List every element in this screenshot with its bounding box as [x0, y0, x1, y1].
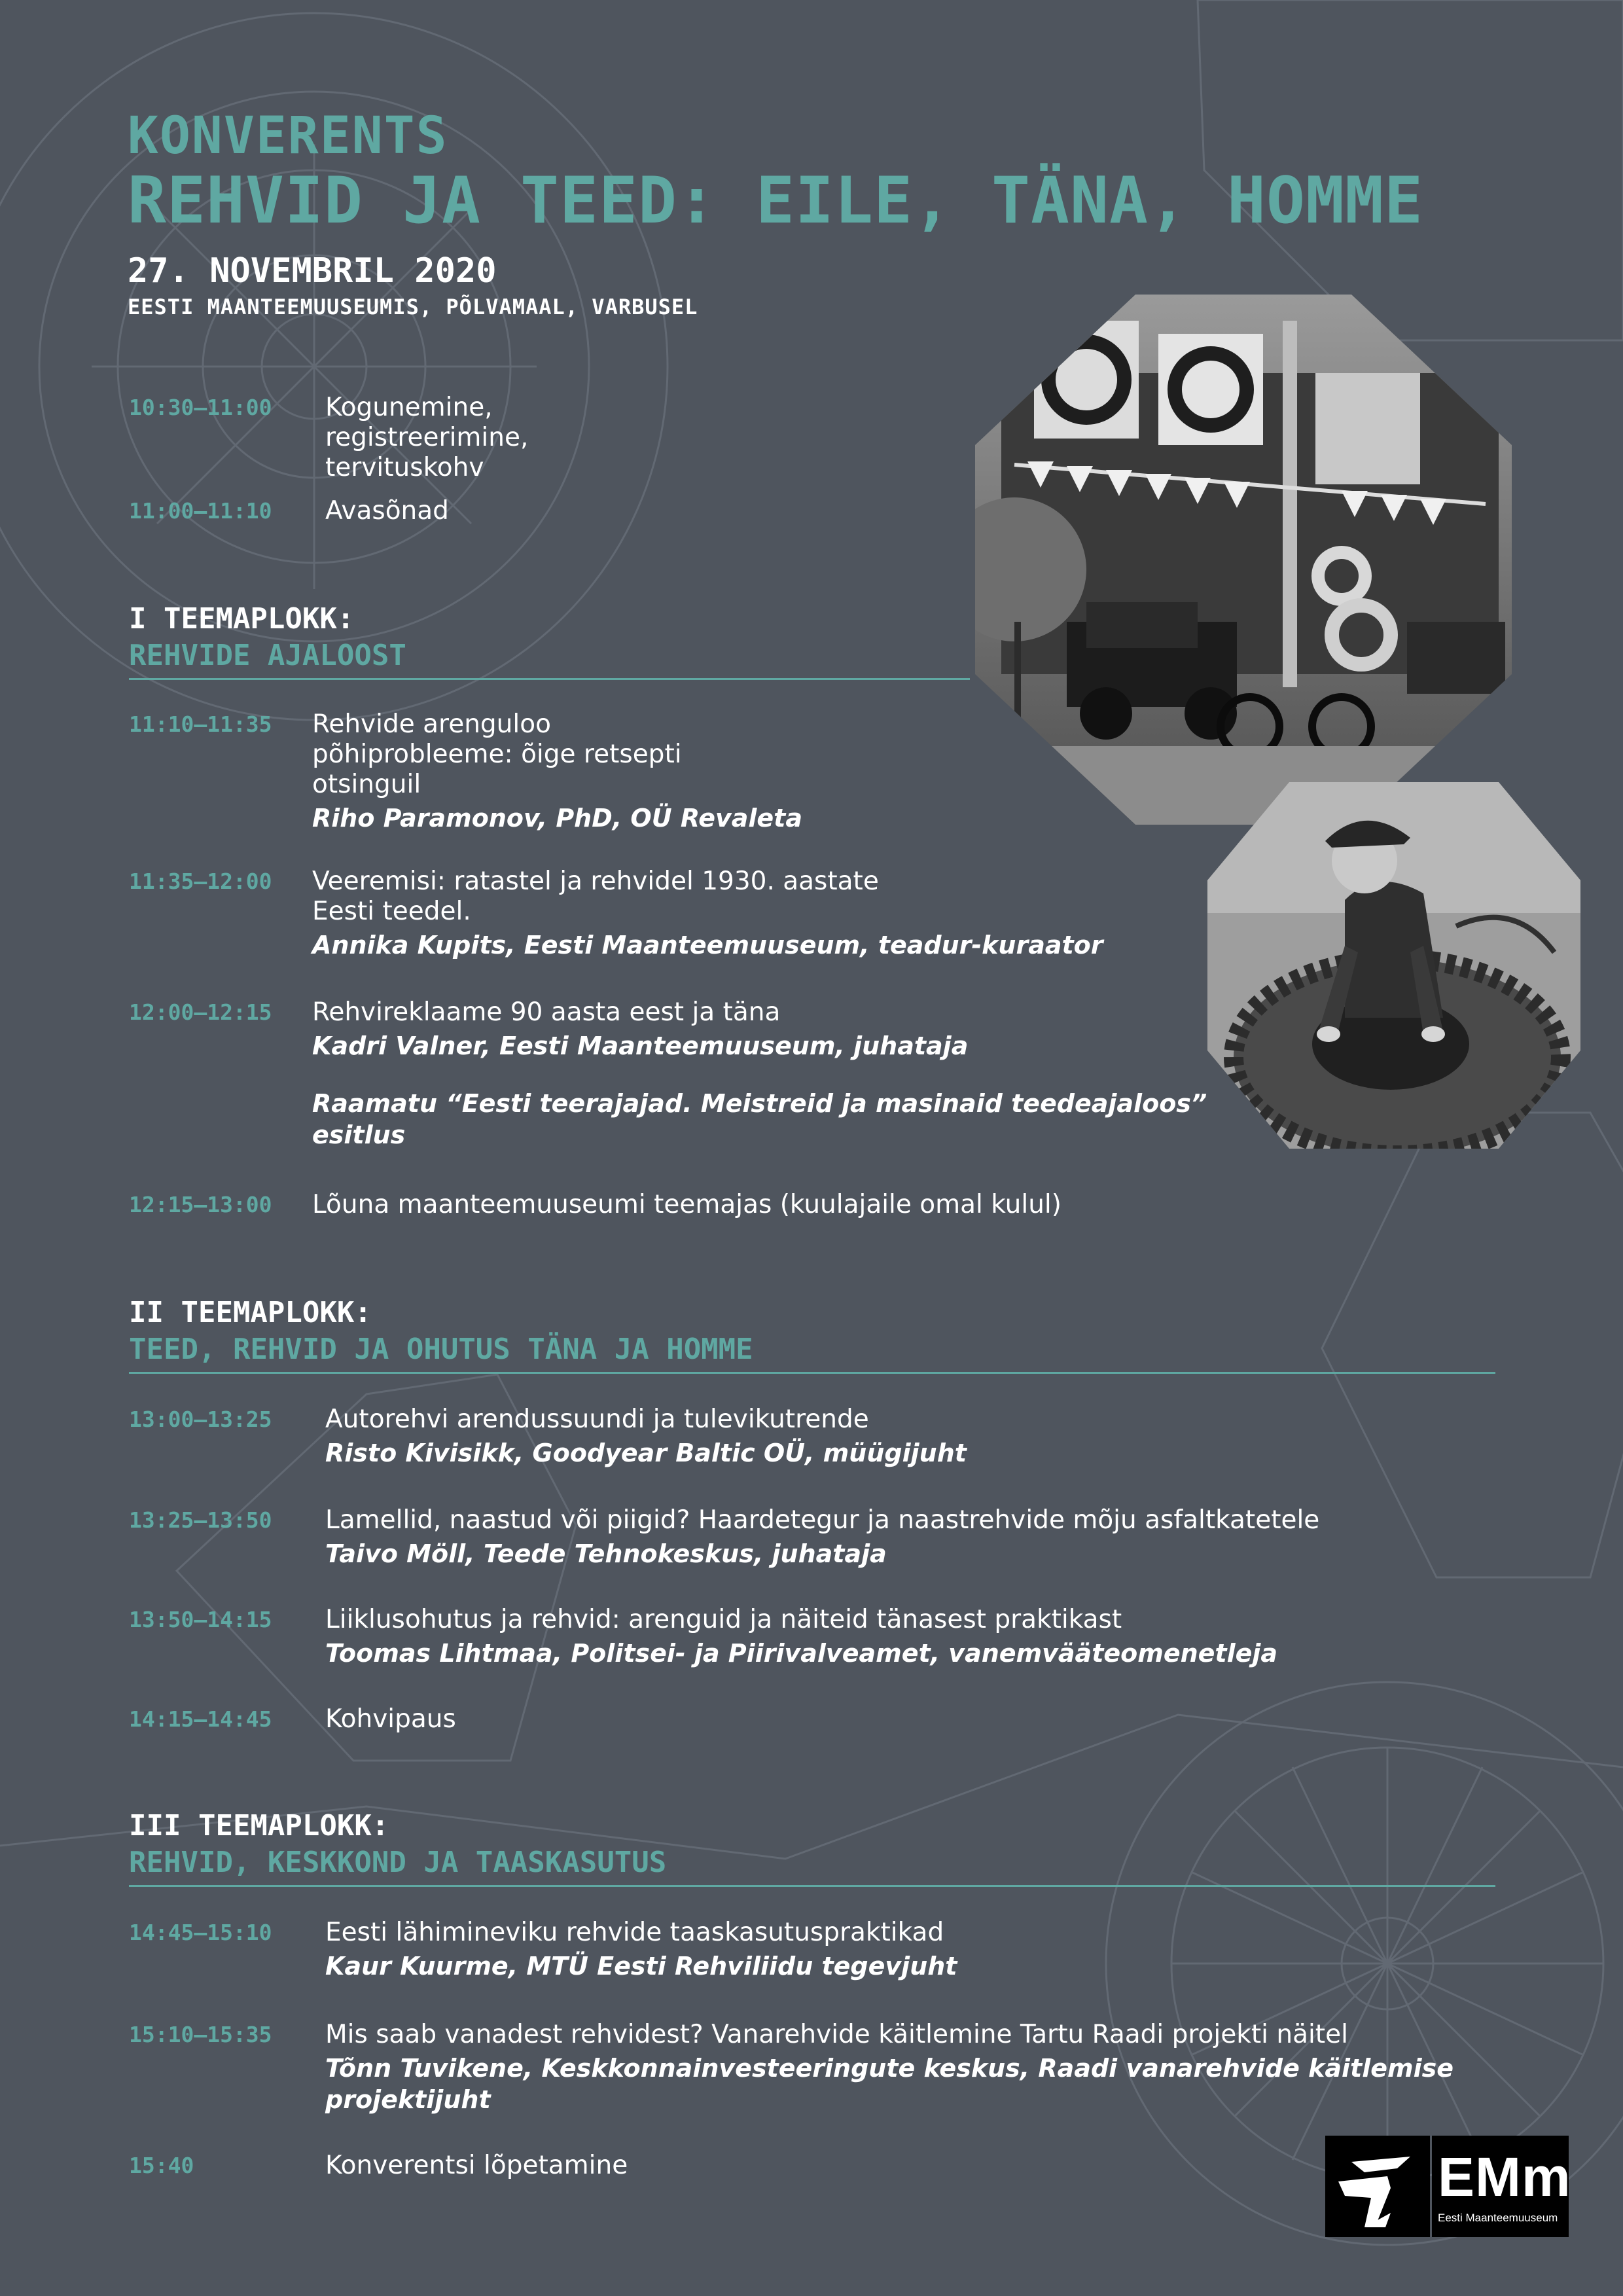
speaker: Kaur Kuurme, MTÜ Eesti Rehviliidu tegevjuht [325, 1952, 957, 1981]
conference-venue: EESTI MAANTEEMUUSEUMIS, PÕLVAMAAL, VARBUSEL [128, 295, 698, 319]
talk-title: Eesti lähimineviku rehvide taaskasutuspraktikad [325, 1918, 944, 1947]
time-slot: 12:15–13:00 [129, 1192, 272, 1217]
talk-title: Veeremisi: ratastel ja rehvidel 1930. aastate Eesti teedel. [312, 867, 879, 926]
time-slot: 12:00–12:15 [129, 999, 272, 1025]
talk-title: Autorehvi arendussuundi ja tulevikutrende [325, 1405, 869, 1434]
divider [129, 1885, 1495, 1887]
block-label: II TEEMAPLOKK: [129, 1296, 372, 1329]
talk-title: Mis saab vanadest rehvidest? Vanarehvide käitlemine Tartu Raadi projekti näitel [325, 2020, 1348, 2049]
logo-mark-box [1325, 2136, 1430, 2237]
talk-title: Rehvide arenguloo põhiprobleeme: õige retsepti otsinguil [312, 709, 682, 799]
talk-title: Kohvipaus [325, 1704, 456, 1734]
block-label: III TEEMAPLOKK: [129, 1809, 389, 1842]
road-emblem-icon [1325, 2136, 1430, 2237]
time-slot: 13:50–14:15 [129, 1607, 272, 1632]
time-slot: 11:35–12:00 [129, 869, 272, 894]
block-label: I TEEMAPLOKK: [129, 602, 355, 636]
conference-title: REHVID JA TEED: EILE, TÄNA, HOMME [128, 164, 1424, 238]
book-presentation: Raamatu “Eesti teerajajad. Meistreid ja masinaid teedeajaloos” esitlus [312, 1089, 1207, 1149]
talk-title: Lamellid, naastud või piigid? Haardetegur ja naastrehvide mõju asfaltkatetele [325, 1505, 1320, 1535]
conference-kicker: KONVERENTS [128, 107, 448, 166]
talk-title: Konverentsi lõpetamine [325, 2151, 628, 2180]
speaker: Kadri Valner, Eesti Maanteemuuseum, juhataja [312, 1031, 969, 1060]
time-slot: 15:10–15:35 [129, 2022, 272, 2047]
speaker: Toomas Lihtmaa, Politsei- ja Piirivalveamet, vanemvääteomenetleja [325, 1639, 1278, 1668]
divider [129, 1372, 1495, 1374]
block-title: REHVID, KESKKOND JA TAASKASUTUS [129, 1846, 667, 1879]
time-slot: 15:40 [129, 2153, 194, 2178]
historic-tyre-shop-photo [975, 295, 1512, 825]
speaker: Riho Paramonov, PhD, OÜ Revaleta [312, 804, 802, 833]
block-title: REHVIDE AJALOOST [129, 639, 406, 672]
talk-title: Rehvireklaame 90 aasta eest ja täna [312, 997, 781, 1027]
time-slot: 10:30–11:00 [129, 395, 272, 420]
speaker: Annika Kupits, Eesti Maanteemuuseum, teadur-kuraator [312, 931, 1103, 960]
logo-wordmark: EMm [1438, 2146, 1571, 2208]
talk-title: Kogunemine, registreerimine, tervituskohv [325, 393, 529, 482]
time-slot: 11:10–11:35 [129, 711, 272, 737]
time-slot: 11:00–11:10 [129, 498, 272, 524]
logo-subtitle: Eesti Maanteemuuseum [1438, 2212, 1558, 2224]
time-slot: 13:25–13:50 [129, 1507, 272, 1533]
divider [129, 678, 970, 680]
speaker: Tõnn Tuvikene, Keskkonnainvesteeringute keskus, Raadi vanarehvide käitlemise projektijuht [325, 2054, 1454, 2114]
header [128, 108, 1535, 321]
talk-title: Liiklusohutus ja rehvid: arenguid ja näiteid tänasest praktikast [325, 1605, 1122, 1634]
block-1-heading [129, 601, 406, 674]
block-2-heading [129, 1295, 753, 1368]
speaker: Risto Kivisikk, Goodyear Baltic OÜ, müügijuht [325, 1439, 967, 1467]
time-slot: 13:00–13:25 [129, 1407, 272, 1432]
talk-title: Lõuna maanteemuuseumi teemajas (kuulajaile omal kulul) [312, 1190, 1061, 1219]
speaker: Taivo Möll, Teede Tehnokeskus, juhataja [325, 1539, 887, 1568]
talk-title: Avasõnad [325, 496, 449, 526]
block-title: TEED, REHVID JA OHUTUS TÄNA JA HOMME [129, 1333, 753, 1366]
time-slot: 14:45–15:10 [129, 1920, 272, 1945]
museum-logo [1325, 2136, 1569, 2237]
tyre-worker-photo [1207, 782, 1580, 1149]
conference-date: 27. NOVEMBRIL 2020 [128, 251, 497, 291]
time-slot: 14:15–14:45 [129, 1706, 272, 1732]
block-3-heading [129, 1808, 666, 1881]
